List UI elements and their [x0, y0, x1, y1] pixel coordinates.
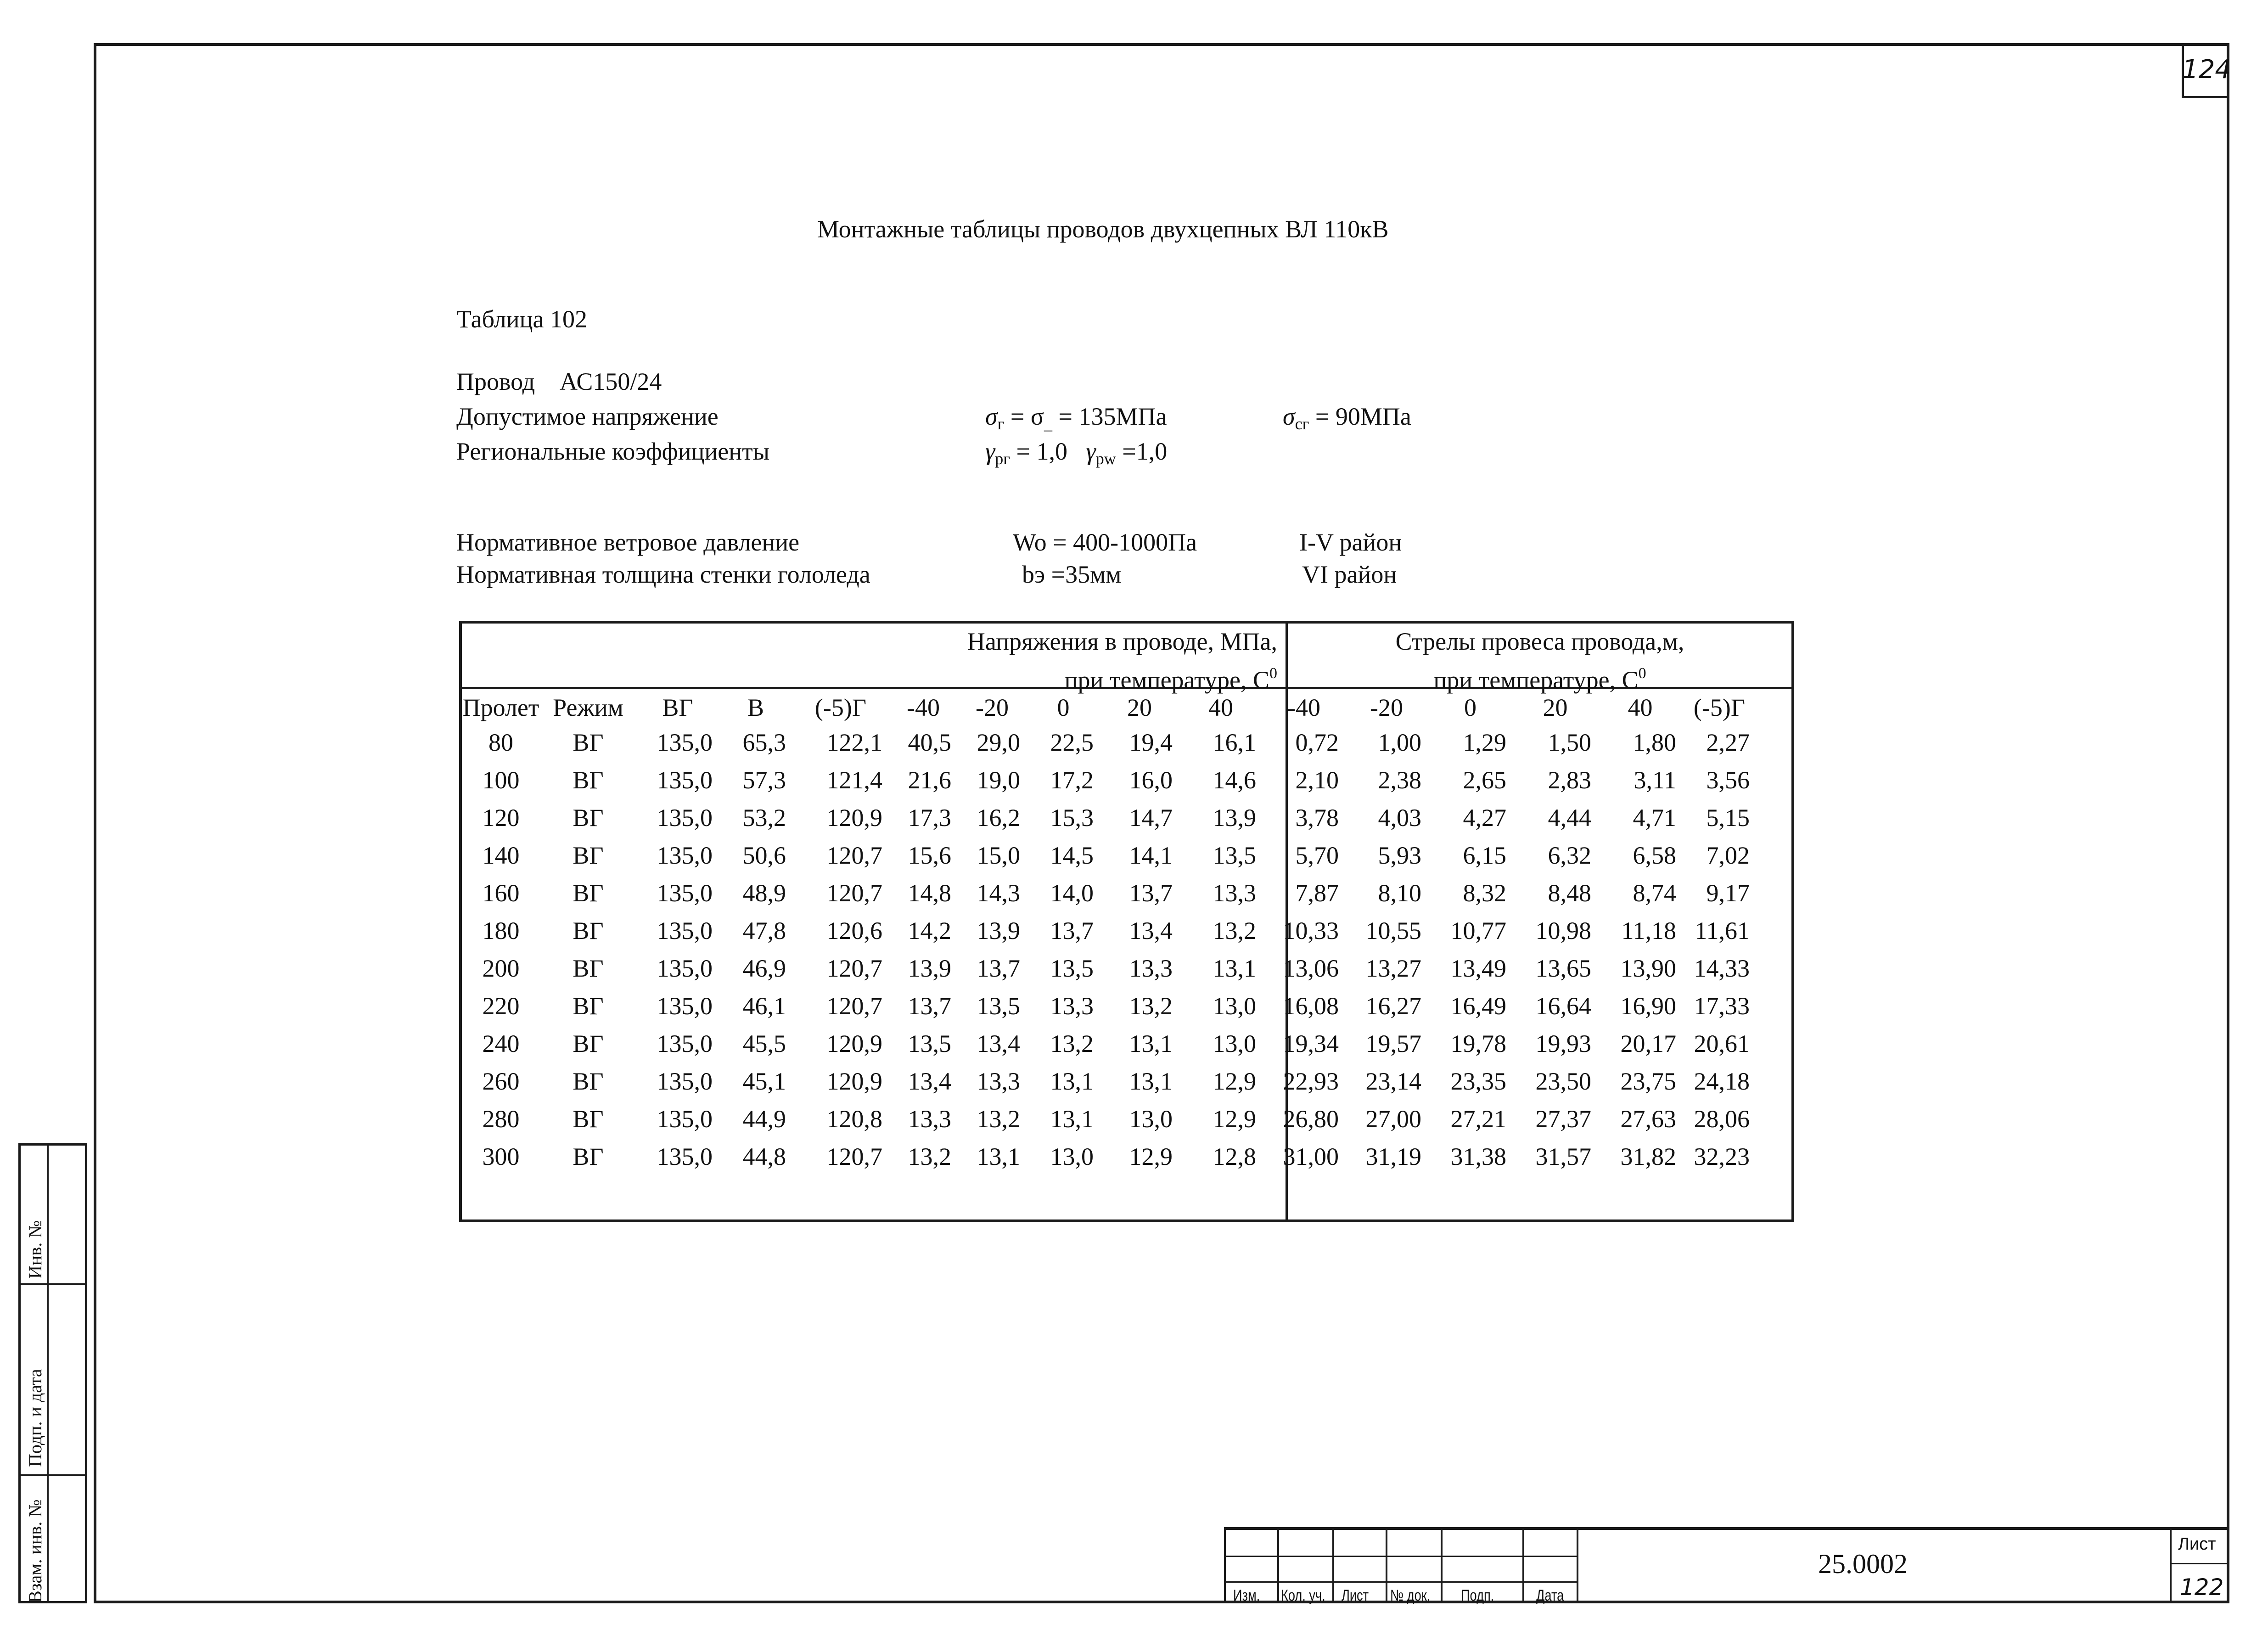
table-cell: 135,0	[657, 879, 713, 907]
table-cell: 44,9	[742, 1105, 786, 1133]
table-cell: 120,8	[826, 1105, 882, 1133]
table-cell: 13,7	[908, 992, 951, 1020]
table-cell: 13,49	[1450, 955, 1506, 982]
gamma2-value: =1,0	[1116, 438, 1168, 465]
table-cell: 13,3	[1129, 955, 1173, 982]
table-cell: 10,77	[1450, 917, 1506, 944]
table-cell: 13,1	[977, 1143, 1020, 1170]
table-cell: 135,0	[657, 1068, 713, 1095]
table-cell: 122,1	[826, 729, 882, 756]
table-cell: 31,00	[1283, 1143, 1339, 1170]
table-cell: 120,9	[826, 804, 882, 832]
column-header: -20	[976, 694, 1009, 721]
table-cell: 14,6	[1213, 766, 1256, 794]
table-cell: 26,80	[1283, 1105, 1339, 1133]
table-cell: 14,3	[977, 879, 1020, 907]
table-cell: 32,23	[1694, 1143, 1750, 1170]
table-cell: 13,4	[1129, 917, 1173, 944]
table-cell: ВГ	[573, 992, 604, 1020]
table-cell: 14,33	[1694, 955, 1750, 982]
table-cell: 31,38	[1450, 1143, 1506, 1170]
installation-table	[459, 621, 1794, 1222]
table-cell: 16,49	[1450, 992, 1506, 1020]
table-cell: 13,5	[908, 1030, 951, 1057]
table-cell: 2,65	[1463, 766, 1506, 794]
stress-group-line2: при температуре, $C^0$	[1064, 665, 1277, 694]
table-cell: 12,9	[1129, 1143, 1173, 1170]
wire-row	[456, 367, 662, 396]
table-cell: 80	[488, 729, 513, 756]
table-cell: 2,38	[1378, 766, 1421, 794]
table-cell: 13,9	[977, 917, 1020, 944]
table-cell: 135,0	[657, 766, 713, 794]
table-cell: 13,3	[1213, 879, 1256, 907]
table-cell: 13,5	[977, 992, 1020, 1020]
column-header: 20	[1543, 694, 1568, 721]
sigma-sub: г	[997, 415, 1005, 433]
table-cell: 7,87	[1295, 879, 1339, 907]
table-cell: 44,8	[742, 1143, 786, 1170]
table-cell: 135,0	[657, 1105, 713, 1133]
table-cell: 11,18	[1621, 917, 1676, 944]
wind-label: Нормативное ветровое давление	[456, 528, 800, 556]
table-cell: 2,83	[1548, 766, 1591, 794]
table-row	[462, 912, 1756, 950]
table-cell: 8,74	[1633, 879, 1676, 907]
table-cell: 135,0	[657, 955, 713, 982]
table-cell: 4,03	[1378, 804, 1421, 832]
table-cell: ВГ	[573, 1030, 604, 1057]
table-cell: 16,08	[1283, 992, 1339, 1020]
table-cell: 16,90	[1620, 992, 1676, 1020]
table-cell: 19,57	[1365, 1030, 1421, 1057]
table-cell: 53,2	[742, 804, 786, 832]
table-cell: 23,75	[1620, 1068, 1676, 1095]
table-row	[462, 987, 1756, 1025]
table-cell: 5,15	[1706, 804, 1750, 832]
table-cell: ВГ	[573, 804, 604, 832]
data-table	[462, 691, 1756, 1175]
table-cell: 65,3	[742, 729, 786, 756]
table-cell: 31,82	[1620, 1143, 1676, 1170]
table-cell: 14,7	[1129, 804, 1173, 832]
table-cell: 200	[482, 955, 520, 982]
sag-group-line1: Стрелы провеса провода,м,	[1395, 628, 1684, 655]
table-cell: 180	[482, 917, 520, 944]
table-cell: 13,06	[1283, 955, 1339, 982]
table-cell: 27,00	[1365, 1105, 1421, 1133]
table-cell: 6,32	[1548, 842, 1591, 869]
table-cell: 13,27	[1365, 955, 1421, 982]
wire-value: АС150/24	[560, 368, 662, 395]
sigma-eq: = σ	[1004, 403, 1044, 430]
table-cell: 16,64	[1535, 992, 1591, 1020]
table-cell: 6,58	[1633, 842, 1676, 869]
table-cell: 12,9	[1213, 1068, 1256, 1095]
table-cell: 23,50	[1535, 1068, 1591, 1095]
table-cell: 13,3	[908, 1105, 951, 1133]
table-cell: 40,5	[908, 729, 951, 756]
table-cell: 8,10	[1378, 879, 1421, 907]
gamma2-symbol: γ	[1086, 438, 1096, 465]
column-header: -20	[1370, 694, 1403, 721]
table-cell: 4,71	[1633, 804, 1676, 832]
table-cell: 27,21	[1450, 1105, 1506, 1133]
table-row	[462, 761, 1756, 799]
table-cell: 2,10	[1295, 766, 1339, 794]
table-cell: 11,61	[1695, 917, 1750, 944]
table-cell: 8,48	[1548, 879, 1591, 907]
table-cell: 13,9	[1213, 804, 1256, 832]
table-cell: 120,7	[826, 992, 882, 1020]
table-cell: 13,1	[1129, 1030, 1173, 1057]
ice-region: VI район	[1302, 561, 1397, 588]
table-cell: 48,9	[742, 879, 786, 907]
table-row	[462, 1100, 1756, 1138]
side-label-sign: Подп. и дата	[25, 1369, 45, 1467]
stress-group-header	[956, 625, 1277, 696]
table-cell: 9,17	[1706, 879, 1750, 907]
table-cell: 2,27	[1706, 729, 1750, 756]
stress-group-line1: Напряжения в проводе, МПа,	[967, 628, 1277, 655]
table-cell: 14,8	[908, 879, 951, 907]
table-cell: 100	[482, 766, 520, 794]
ice-label: Нормативная толщина стенки гололеда	[456, 561, 870, 588]
table-cell: 31,57	[1535, 1143, 1591, 1170]
table-cell: ВГ	[573, 917, 604, 944]
sigma-value: = 135МПа	[1052, 403, 1167, 430]
table-cell: 120	[482, 804, 520, 832]
side-stamp	[18, 1143, 87, 1603]
sag-group-line2: при температуре, $C^0$	[1433, 665, 1646, 694]
gamma1-value: = 1,0	[1010, 438, 1068, 465]
table-cell: 13,2	[1213, 917, 1256, 944]
table-cell: 13,7	[977, 955, 1020, 982]
table-cell: 19,78	[1450, 1030, 1506, 1057]
table-cell: 17,2	[1050, 766, 1094, 794]
table-cell: 50,6	[742, 842, 786, 869]
table-cell: 0,72	[1295, 729, 1339, 756]
table-cell: 13,9	[908, 955, 951, 982]
wind-value: Wo = 400-1000Па	[1013, 528, 1197, 556]
table-cell: 13,2	[1050, 1030, 1094, 1057]
table-cell: 13,5	[1213, 842, 1256, 869]
table-row	[462, 724, 1756, 761]
table-cell: 120,7	[826, 955, 882, 982]
table-cell: 10,55	[1365, 917, 1421, 944]
column-header: 20	[1127, 694, 1152, 721]
column-header: (-5)Г	[814, 694, 867, 721]
table-cell: 140	[482, 842, 520, 869]
sigma-dash-sub: _	[1044, 415, 1052, 433]
table-cell: 120,7	[826, 842, 882, 869]
sag-group-header	[1288, 625, 1791, 696]
table-cell: 13,2	[908, 1143, 951, 1170]
table-cell: 23,35	[1450, 1068, 1506, 1095]
table-cell: 15,3	[1050, 804, 1094, 832]
table-cell: 45,5	[742, 1030, 786, 1057]
table-cell: 20,17	[1620, 1030, 1676, 1057]
column-header: (-5)Г	[1693, 694, 1746, 721]
table-cell: 13,1	[1129, 1068, 1173, 1095]
table-cell: 6,15	[1463, 842, 1506, 869]
table-label: Таблица 102	[456, 305, 587, 333]
table-cell: 120,6	[826, 917, 882, 944]
document-title: Монтажные таблицы проводов двухцепных ВЛ 110кВ	[817, 215, 1389, 243]
table-cell: 27,63	[1620, 1105, 1676, 1133]
table-cell: 13,0	[1213, 992, 1256, 1020]
table-cell: 300	[482, 1143, 520, 1170]
stamp-label-izm: Изм.	[1233, 1587, 1260, 1604]
table-cell: 3,11	[1634, 766, 1676, 794]
table-cell: 260	[482, 1068, 520, 1095]
table-cell: ВГ	[573, 842, 604, 869]
regional-formula	[985, 437, 1167, 468]
table-cell: 1,29	[1463, 729, 1506, 756]
table-cell: 13,1	[1213, 955, 1256, 982]
stamp-label-doc: № док.	[1390, 1587, 1431, 1604]
table-cell: 45,1	[742, 1068, 786, 1095]
table-row	[462, 799, 1756, 837]
table-cell: 13,2	[1129, 992, 1173, 1020]
column-header: 40	[1208, 694, 1233, 721]
table-cell: 1,50	[1548, 729, 1591, 756]
table-cell: 17,3	[908, 804, 951, 832]
stress-formula	[985, 402, 1167, 433]
table-cell: 5,93	[1378, 842, 1421, 869]
table-cell: 19,34	[1283, 1030, 1339, 1057]
table-cell: 13,0	[1213, 1030, 1256, 1057]
table-cell: 135,0	[657, 917, 713, 944]
gamma2-sub: pw	[1095, 450, 1116, 468]
stress-label: Допустимое напряжение	[456, 403, 719, 430]
column-header: В	[747, 694, 764, 721]
table-cell: 1,80	[1633, 729, 1676, 756]
table-cell: 4,27	[1463, 804, 1506, 832]
table-cell: 280	[482, 1105, 520, 1133]
side-label-replace: Взам. инв. №	[25, 1499, 45, 1603]
table-cell: 8,32	[1463, 879, 1506, 907]
table-cell: 23,14	[1365, 1068, 1421, 1095]
table-cell: 17,33	[1694, 992, 1750, 1020]
table-cell: 120,7	[826, 879, 882, 907]
column-header: 40	[1628, 694, 1653, 721]
table-row	[462, 1062, 1756, 1100]
table-cell: 3,78	[1295, 804, 1339, 832]
table-cell: 135,0	[657, 729, 713, 756]
table-cell: 5,70	[1295, 842, 1339, 869]
table-cell: 24,18	[1694, 1068, 1750, 1095]
column-header: -40	[907, 694, 940, 721]
table-cell: ВГ	[573, 879, 604, 907]
table-cell: 19,0	[977, 766, 1020, 794]
table-cell: 19,93	[1535, 1030, 1591, 1057]
stamp-label-kol: Кол. уч.	[1281, 1587, 1325, 1604]
table-cell: 13,65	[1535, 955, 1591, 982]
sheet-label: Лист	[2178, 1534, 2216, 1554]
table-cell: 28,06	[1694, 1105, 1750, 1133]
table-cell: 27,37	[1535, 1105, 1591, 1133]
table-cell: 13,5	[1050, 955, 1094, 982]
column-header: 0	[1057, 694, 1070, 721]
table-cell: 120,7	[826, 1143, 882, 1170]
sheet-number: 122	[2180, 1574, 2224, 1601]
table-cell: 13,0	[1129, 1105, 1173, 1133]
table-cell: 14,1	[1129, 842, 1173, 869]
column-header: 0	[1464, 694, 1476, 721]
table-cell: 16,2	[977, 804, 1020, 832]
table-cell: 13,7	[1050, 917, 1094, 944]
table-cell: 16,0	[1129, 766, 1173, 794]
table-cell: 14,0	[1050, 879, 1094, 907]
table-cell: 120,9	[826, 1068, 882, 1095]
column-header: ВГ	[662, 694, 693, 721]
wind-region: I-V район	[1299, 528, 1402, 556]
ice-value: bэ =35мм	[1022, 561, 1122, 588]
table-cell: 7,02	[1706, 842, 1750, 869]
table-cell: ВГ	[573, 1105, 604, 1133]
table-cell: 22,93	[1283, 1068, 1339, 1095]
table-cell: 12,9	[1213, 1105, 1256, 1133]
table-cell: 10,98	[1535, 917, 1591, 944]
table-cell: 13,3	[1050, 992, 1094, 1020]
table-cell: 10,33	[1283, 917, 1339, 944]
table-cell: 16,1	[1213, 729, 1256, 756]
sigma-cr-sub: cг	[1295, 415, 1309, 433]
table-cell: 21,6	[908, 766, 951, 794]
table-cell: ВГ	[573, 1143, 604, 1170]
sigma-symbol: σ	[985, 403, 998, 430]
table-cell: ВГ	[573, 766, 604, 794]
document-code: 25.0002	[1818, 1549, 1908, 1579]
table-cell: 13,7	[1129, 879, 1173, 907]
table-cell: ВГ	[573, 955, 604, 982]
table-cell: 135,0	[657, 992, 713, 1020]
gamma1-sub: pг	[995, 450, 1010, 468]
table-row	[462, 874, 1756, 912]
side-label-inv: Инв. №	[25, 1220, 45, 1279]
sigma-cr-value: = 90МПа	[1309, 403, 1411, 430]
table-cell: 15,6	[908, 842, 951, 869]
table-cell: 16,27	[1365, 992, 1421, 1020]
table-cell: 46,1	[742, 992, 786, 1020]
stamp-label-list: Лист	[1342, 1587, 1369, 1604]
table-cell: 13,4	[908, 1068, 951, 1095]
gamma1-symbol: γ	[985, 438, 995, 465]
table-cell: 13,0	[1050, 1143, 1094, 1170]
table-cell: 20,61	[1694, 1030, 1750, 1057]
table-cell: 13,90	[1620, 955, 1676, 982]
table-row	[462, 1025, 1756, 1062]
table-cell: 31,19	[1365, 1143, 1421, 1170]
table-cell: 13,1	[1050, 1105, 1094, 1133]
table-cell: 47,8	[742, 917, 786, 944]
regional-label: Региональные коэффициенты	[456, 438, 770, 465]
page-number-box	[2182, 43, 2229, 98]
table-cell: 12,8	[1213, 1143, 1256, 1170]
table-cell: ВГ	[573, 1068, 604, 1095]
table-cell: 120,9	[826, 1030, 882, 1057]
table-cell: ВГ	[573, 729, 604, 756]
stamp-label-podp: Подп.	[1461, 1587, 1494, 1604]
table-cell: 4,44	[1548, 804, 1591, 832]
table-cell: 13,4	[977, 1030, 1020, 1057]
table-row	[462, 1138, 1756, 1175]
table-cell: 19,4	[1129, 729, 1173, 756]
table-cell: 220	[482, 992, 520, 1020]
title-block	[1224, 1527, 2229, 1603]
table-cell: 13,3	[977, 1068, 1020, 1095]
table-cell: 13,2	[977, 1105, 1020, 1133]
table-cell: 29,0	[977, 729, 1020, 756]
table-cell: 135,0	[657, 1143, 713, 1170]
table-cell: 135,0	[657, 804, 713, 832]
table-cell: 3,56	[1706, 766, 1750, 794]
table-cell: 240	[482, 1030, 520, 1057]
table-cell: 121,4	[826, 766, 882, 794]
column-header: -40	[1287, 694, 1320, 721]
table-cell: 14,2	[908, 917, 951, 944]
table-cell: 13,1	[1050, 1068, 1094, 1095]
table-cell: 22,5	[1050, 729, 1094, 756]
column-header-row	[462, 691, 1756, 724]
stamp-label-date: Дата	[1536, 1587, 1564, 1604]
page-number: 124	[2182, 55, 2231, 84]
column-header: Пролет	[462, 694, 539, 721]
table-cell: 135,0	[657, 1030, 713, 1057]
column-header: Режим	[553, 694, 623, 721]
sigma-cr-symbol: σ	[1283, 403, 1295, 430]
table-row	[462, 837, 1756, 874]
table-cell: 15,0	[977, 842, 1020, 869]
table-cell: 1,00	[1378, 729, 1421, 756]
table-cell: 14,5	[1050, 842, 1094, 869]
wire-label: Провод	[456, 368, 535, 395]
table-row	[462, 950, 1756, 987]
table-cell: 160	[482, 879, 520, 907]
table-cell: 135,0	[657, 842, 713, 869]
sigma-cr	[1283, 402, 1411, 433]
table-cell: 57,3	[742, 766, 786, 794]
table-cell: 46,9	[742, 955, 786, 982]
